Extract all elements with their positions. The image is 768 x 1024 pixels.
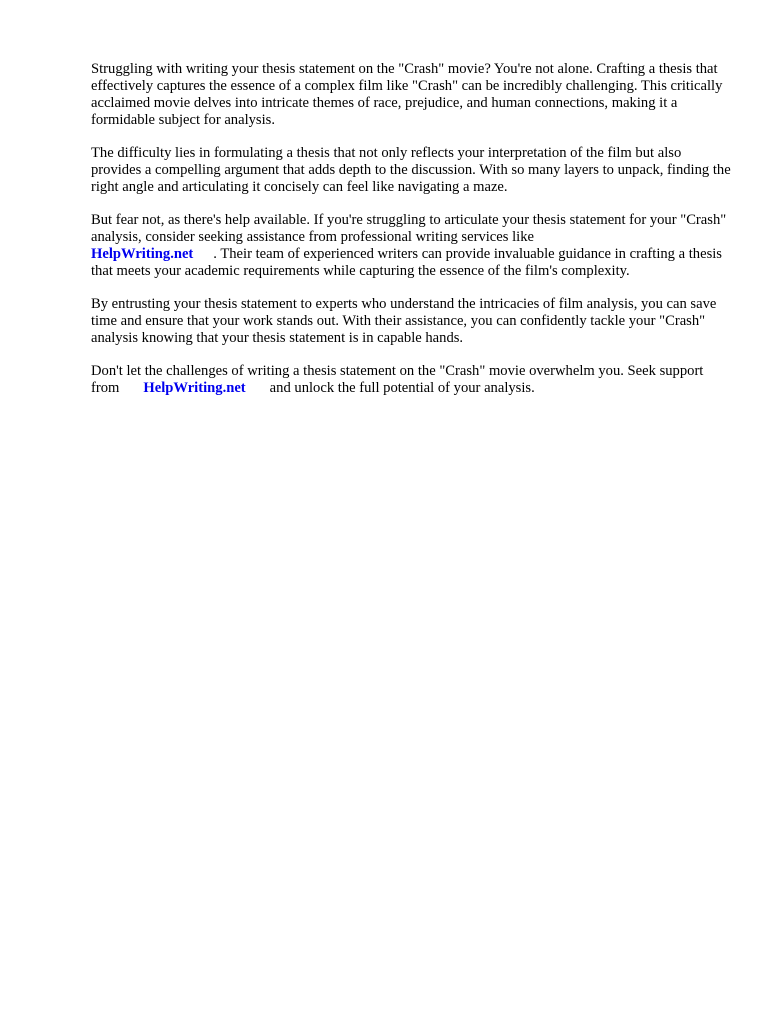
paragraph-3: [91, 212, 731, 280]
document-body: [91, 61, 731, 413]
paragraph-3-text-before: But fear not, as there's help available. If you're struggling to articulate your thesis statement for your "Crash" analysis, consider seeking assistance from professional writing services like: [91, 212, 727, 245]
paragraph-5-text-before: Don't let the challenges of writing a thesis statement on the "Crash" movie overwhelm you. Seek support from: [91, 363, 704, 396]
paragraph-3-text-after: . Their team of experienced writers can provide invaluable guidance in crafting a thesis that meets your academic requirements while capturing the essence of the film's complexity.: [91, 246, 722, 279]
helpwriting-link-2[interactable]: HelpWriting.net: [143, 380, 246, 396]
paragraph-5-text-after: and unlock the full potential of your analysis.: [269, 380, 535, 396]
paragraph-5: [91, 363, 731, 397]
paragraph-2: The difficulty lies in formulating a thesis that not only reflects your interpretation of the film but also provides a compelling argument that adds depth to the discussion. With so many layers to unpack, finding the right angle and articulating it concisely can feel like navigating a maze.: [91, 145, 731, 195]
paragraph-4: By entrusting your thesis statement to experts who understand the intricacies of film analysis, you can save time and ensure that your work stands out. With their assistance, you can confidently tackle your "Crash" analysis knowing that your thesis statement is in capable hands.: [91, 296, 717, 346]
helpwriting-link-1[interactable]: HelpWriting.net: [91, 246, 194, 262]
paragraph-1: Struggling with writing your thesis statement on the "Crash" movie? You're not alone. Crafting a thesis that effectively captures the essence of a complex film like "Crash" can be incredibly challenging. This critically acclaimed movie delves into intricate themes of race, prejudice, and human connections, making it a formidable subject for analysis.: [91, 61, 723, 128]
